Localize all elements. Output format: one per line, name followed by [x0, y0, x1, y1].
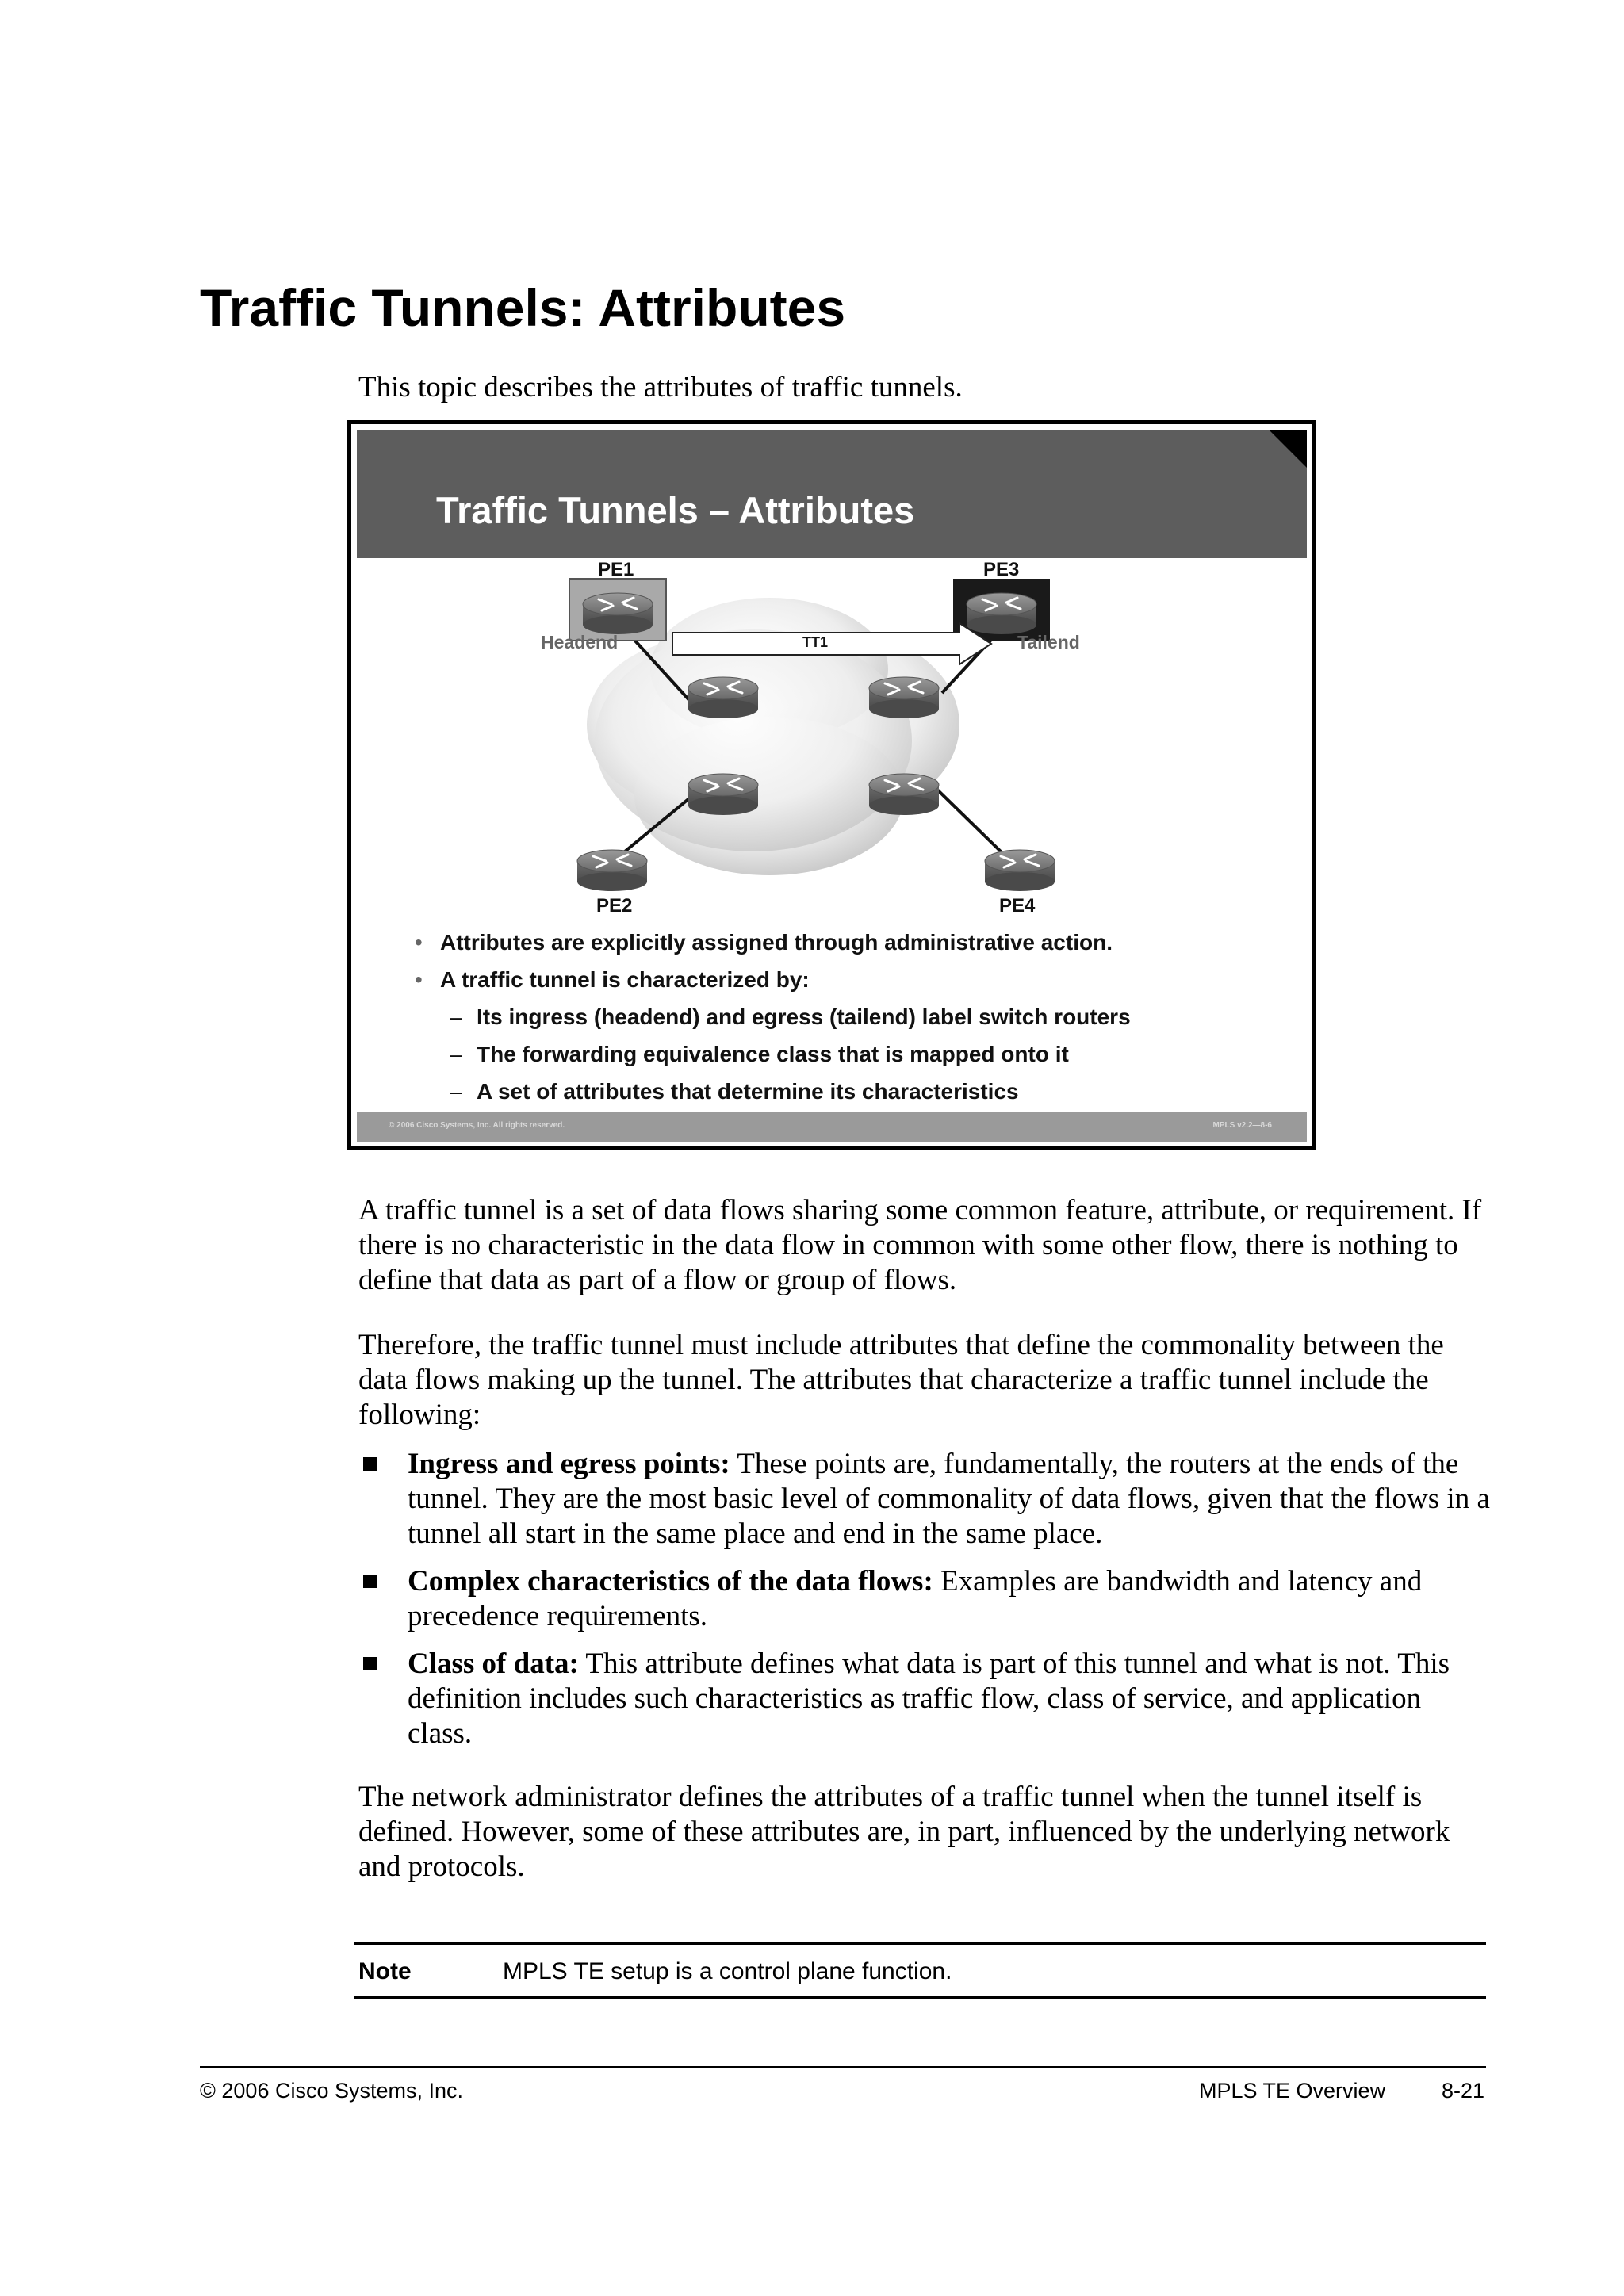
slide-header	[357, 430, 1307, 558]
slide-bullet-list	[415, 924, 1131, 1110]
router-core-1	[688, 677, 758, 718]
label-pe2: PE2	[596, 895, 633, 916]
attribute-text: These points are, fundamentally, the routers at the ends of the tunnel. They are the most basic level of commonality of data flows, given that the flows in a tunnel all start in the same place and end in the same place.	[408, 1448, 1490, 1550]
attribute-term: Ingress and egress points:	[408, 1448, 730, 1480]
slide-figure	[347, 420, 1316, 1150]
slide-bullet: • Attributes are explicitly assigned through administrative action.	[415, 924, 1131, 961]
attribute-item	[358, 1447, 1492, 1552]
attribute-item	[358, 1647, 1492, 1751]
square-bullet-icon	[363, 1575, 377, 1588]
page-title: Traffic Tunnels: Attributes	[200, 278, 846, 337]
paragraph: The network administrator defines the attributes of a traffic tunnel when the tunnel itself is defined. However, some of these attributes are, in part, influenced by the underlying network and protocols.	[358, 1781, 1450, 1883]
attribute-list	[358, 1447, 1492, 1751]
attribute-term: Class of data:	[408, 1647, 579, 1680]
intro-text: This topic describes the attributes of traffic tunnels.	[358, 371, 963, 404]
router-core-2	[869, 677, 939, 718]
router-pe4	[985, 850, 1055, 891]
slide-bullet: • A traffic tunnel is characterized by:	[415, 961, 1131, 998]
note-label: Note	[358, 1958, 412, 1984]
slide-sub-bullet: – The forwarding equivalence class that is mapped onto it	[415, 1035, 1131, 1073]
slide-footer	[357, 1112, 1307, 1142]
paragraph: A traffic tunnel is a set of data flows sharing some common feature, attribute, or requirement. If there is no characteristic in the data flow in common with some other flow, there is nothing to define that data as part of a flow or group of flows.	[358, 1194, 1482, 1296]
network-diagram	[357, 558, 1307, 923]
router-core-3	[688, 774, 758, 815]
attribute-item	[358, 1564, 1492, 1634]
label-tailend: Tailend	[1017, 632, 1080, 652]
label-pe4: PE4	[999, 895, 1036, 916]
label-tt1: TT1	[802, 634, 829, 650]
router-pe2	[577, 850, 647, 891]
square-bullet-icon	[363, 1457, 377, 1471]
paragraph: Therefore, the traffic tunnel must include attributes that define the commonality between the data flows making up the tunnel. The attributes that characterize a traffic tunnel include the following:	[358, 1329, 1444, 1431]
attribute-text: This attribute defines what data is part of this tunnel and what is not. This definition includes such characteristics as traffic flow, class of service, and application class.	[408, 1647, 1450, 1750]
square-bullet-icon	[363, 1657, 377, 1670]
page-number: 8-21	[1442, 2079, 1485, 2103]
note-rule-top	[354, 1942, 1486, 1945]
slide-sub-bullet: – A set of attributes that determine its characteristics	[415, 1073, 1131, 1110]
footer-section: MPLS TE Overview	[1199, 2079, 1386, 2103]
router-core-4	[869, 774, 939, 815]
label-headend: Headend	[541, 632, 619, 652]
footer-rule	[200, 2066, 1486, 2068]
slide-course-code: MPLS v2.2—8-6	[1212, 1121, 1272, 1130]
body-text	[358, 1193, 1492, 1885]
label-pe3: PE3	[983, 559, 1020, 580]
label-pe1: PE1	[598, 559, 634, 580]
attribute-text: Examples are bandwidth and latency and precedence requirements.	[408, 1565, 1423, 1632]
slide-title: Traffic Tunnels – Attributes	[436, 489, 915, 531]
slide-sub-bullet: – Its ingress (headend) and egress (tailend) label switch routers	[415, 998, 1131, 1035]
attribute-term: Complex characteristics of the data flows:	[408, 1565, 933, 1598]
footer-copyright: © 2006 Cisco Systems, Inc.	[200, 2079, 464, 2103]
slide-copyright: © 2006 Cisco Systems, Inc. All rights reserved.	[389, 1121, 565, 1130]
note-rule-bottom	[354, 1996, 1486, 1999]
slide-corner-triangle	[1269, 430, 1307, 468]
note-text: MPLS TE setup is a control plane function.	[503, 1958, 952, 1984]
